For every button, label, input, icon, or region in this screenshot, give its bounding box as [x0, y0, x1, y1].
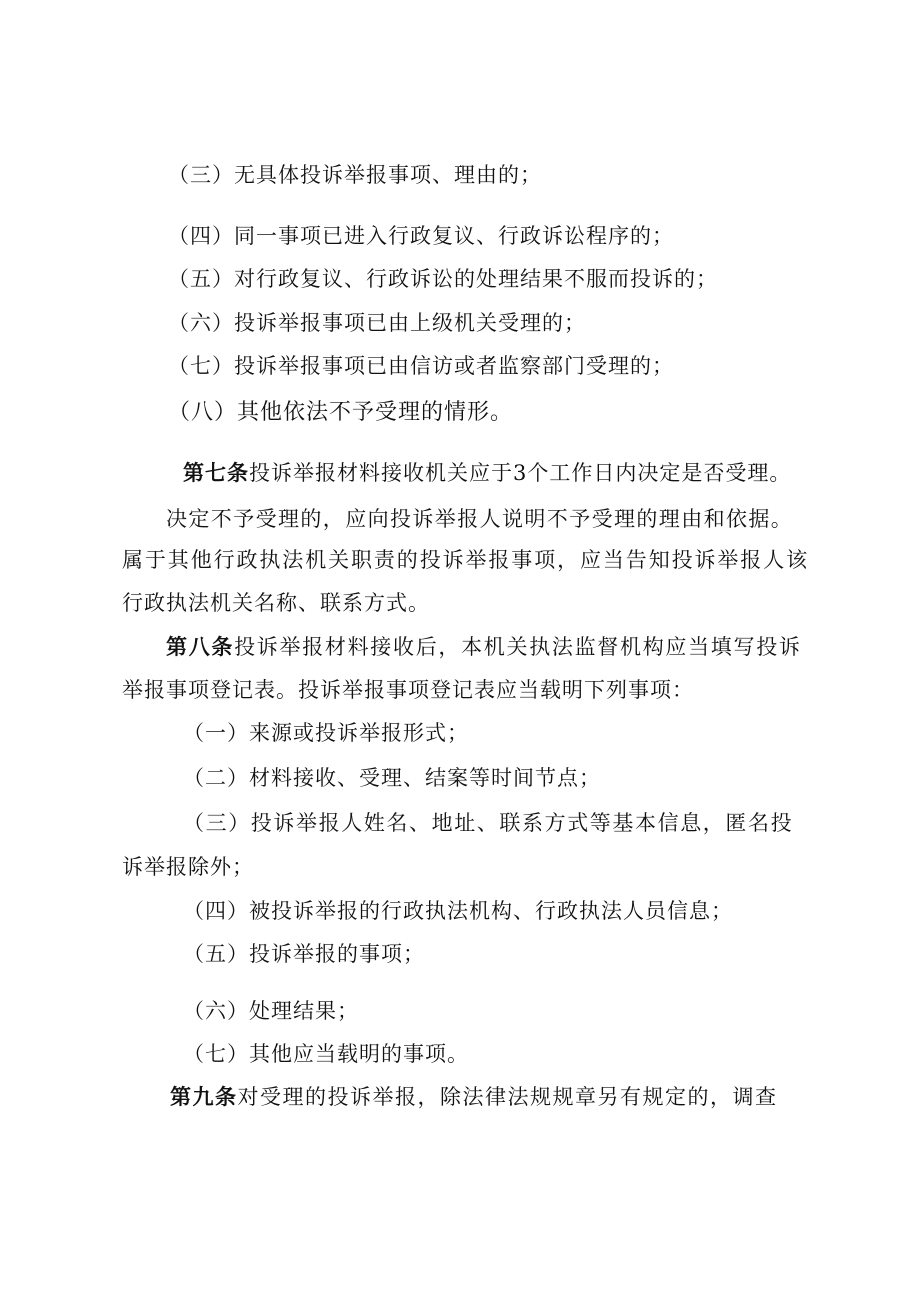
article-8-item-2: （二）材料接收、受理、结案等时间节点； [183, 766, 601, 790]
article-9-first-line [170, 1083, 778, 1111]
article-8-item-3-continued: 诉举报除外； [122, 855, 254, 879]
article-8-item-1: （一）来源或投诉举报形式； [183, 721, 469, 745]
article-8-item-6: （六）处理结果； [183, 999, 359, 1023]
article-9-label: 第九条 [170, 1084, 238, 1109]
article-7-line-2: 决定不予受理的，应向投诉举报人说明不予受理的理由和依据。 [166, 507, 794, 531]
list-item-4: （四）同一事项已进入行政复议、行政诉讼程序的； [168, 224, 674, 248]
list-item-7: （七）投诉举报事项已由信访或者监察部门受理的； [168, 354, 674, 378]
article-8-item-5: （五）投诉举报的事项； [183, 942, 425, 966]
article-8-item-4: （四）被投诉举报的行政执法机构、行政执法人员信息； [183, 899, 733, 923]
list-item-8: （八）其他依法不予受理的情形。 [168, 400, 514, 425]
article-7-line-3: 属于其他行政执法机关职责的投诉举报事项，应当告知投诉举报人该 [122, 548, 809, 572]
article-8-label: 第八条 [166, 634, 235, 659]
list-item-6: （六）投诉举报事项已由上级机关受理的； [168, 311, 586, 335]
list-item-3: （三）无具体投诉举报事项、理由的； [168, 163, 542, 187]
article-8-text: 投诉举报材料接收后，本机关执法监督机构应当填写投诉 [234, 635, 802, 659]
article-7-label: 第七条 [183, 460, 249, 485]
article-9-text: 对受理的投诉举报，除法律法规规章另有规定的，调查 [237, 1085, 778, 1109]
article-8-first-line [166, 633, 802, 661]
article-7-text: 投诉举报材料接收机关应于3个工作日内决定是否受理。 [249, 461, 792, 485]
article-8-item-7: （七）其他应当载明的事项。 [183, 1042, 469, 1066]
list-item-5: （五）对行政复议、行政诉讼的处理结果不服而投诉的； [168, 267, 718, 291]
article-8-line-2: 举报事项登记表。投诉举报事项登记表应当载明下列事项： [122, 678, 694, 702]
article-8-item-3: （三）投诉举报人姓名、地址、联系方式等基本信息，匿名投 [183, 811, 794, 835]
article-7-line-4: 行政执法机关名称、联系方式。 [122, 591, 430, 615]
article-7-first-line [183, 459, 791, 487]
